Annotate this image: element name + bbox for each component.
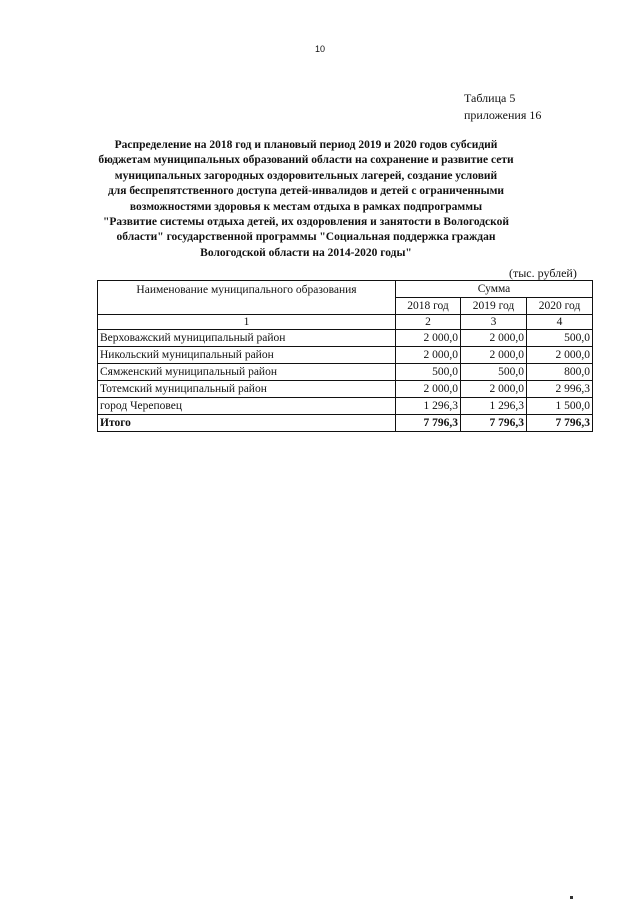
table-row xyxy=(98,347,593,364)
amount-2019: 2 000,0 xyxy=(461,381,527,398)
amount-2020: 800,0 xyxy=(527,364,593,381)
index-cell: 1 xyxy=(98,315,396,330)
municipality-name: Сямженский муниципальный район xyxy=(98,364,396,381)
amount-2020: 2 000,0 xyxy=(527,347,593,364)
table-row xyxy=(98,398,593,415)
municipality-name: Тотемский муниципальный район xyxy=(98,381,396,398)
table-reference-line-1: Таблица 5 xyxy=(464,91,516,105)
column-header-2018: 2018 год xyxy=(396,298,461,315)
amount-2020: 1 500,0 xyxy=(527,398,593,415)
title-line: бюджетам муниципальных образований области на сохранение и развитие сети xyxy=(98,154,514,167)
table-row xyxy=(98,381,593,398)
column-header-name: Наименование муниципального образования xyxy=(98,281,396,315)
municipality-name: Никольский муниципальный район xyxy=(98,347,396,364)
title-line: для беспрепятственного доступа детей-инвалидов и детей с ограниченными xyxy=(107,185,505,198)
title-line: муниципальных загородных оздоровительных лагерей, создание условий xyxy=(114,169,498,182)
table-row xyxy=(98,364,593,381)
amount-2018: 2 000,0 xyxy=(396,347,461,364)
amount-2020: 2 996,3 xyxy=(527,381,593,398)
amount-2019: 2 000,0 xyxy=(461,330,527,347)
table-index-row xyxy=(98,315,593,330)
column-header-2020: 2020 год xyxy=(527,298,593,315)
index-cell: 3 xyxy=(461,315,527,330)
column-header-2019: 2019 год xyxy=(461,298,527,315)
title-line: возможностями здоровья к местам отдыха в рамках подпрограммы xyxy=(129,200,483,213)
subsidy-table xyxy=(97,280,593,432)
document-title xyxy=(88,138,524,261)
municipality-name: Верховажский муниципальный район xyxy=(98,330,396,347)
total-label: Итого xyxy=(98,415,396,432)
table-reference xyxy=(464,90,541,124)
total-2020: 7 796,3 xyxy=(527,415,593,432)
municipality-name: город Череповец xyxy=(98,398,396,415)
title-line: "Развитие системы отдыха детей, их оздоровления и занятости в Вологодской xyxy=(102,216,510,229)
index-cell: 4 xyxy=(527,315,593,330)
title-line: Вологодской области на 2014-2020 годы" xyxy=(200,246,412,259)
column-header-sum: Сумма xyxy=(396,281,593,298)
table-reference-line-2: приложения 16 xyxy=(464,108,542,122)
title-line: Распределение на 2018 год и плановый период 2019 и 2020 годов субсидий xyxy=(114,139,498,151)
table-header-row xyxy=(98,281,593,298)
amount-2018: 500,0 xyxy=(396,364,461,381)
amount-2018: 2 000,0 xyxy=(396,381,461,398)
page-number: 10 xyxy=(314,44,325,54)
total-2018: 7 796,3 xyxy=(396,415,461,432)
scan-margin-mark xyxy=(570,896,573,899)
table-total-row xyxy=(98,415,593,432)
amount-2019: 2 000,0 xyxy=(461,347,527,364)
title-line: области" государственной программы "Социальная поддержка граждан xyxy=(116,231,496,244)
amount-2020: 500,0 xyxy=(527,330,593,347)
amount-2019: 500,0 xyxy=(461,364,527,381)
table-row xyxy=(98,330,593,347)
amount-2018: 1 296,3 xyxy=(396,398,461,415)
total-2019: 7 796,3 xyxy=(461,415,527,432)
amount-2018: 2 000,0 xyxy=(396,330,461,347)
amount-2019: 1 296,3 xyxy=(461,398,527,415)
units-label: (тыс. рублей) xyxy=(509,266,577,280)
index-cell: 2 xyxy=(396,315,461,330)
